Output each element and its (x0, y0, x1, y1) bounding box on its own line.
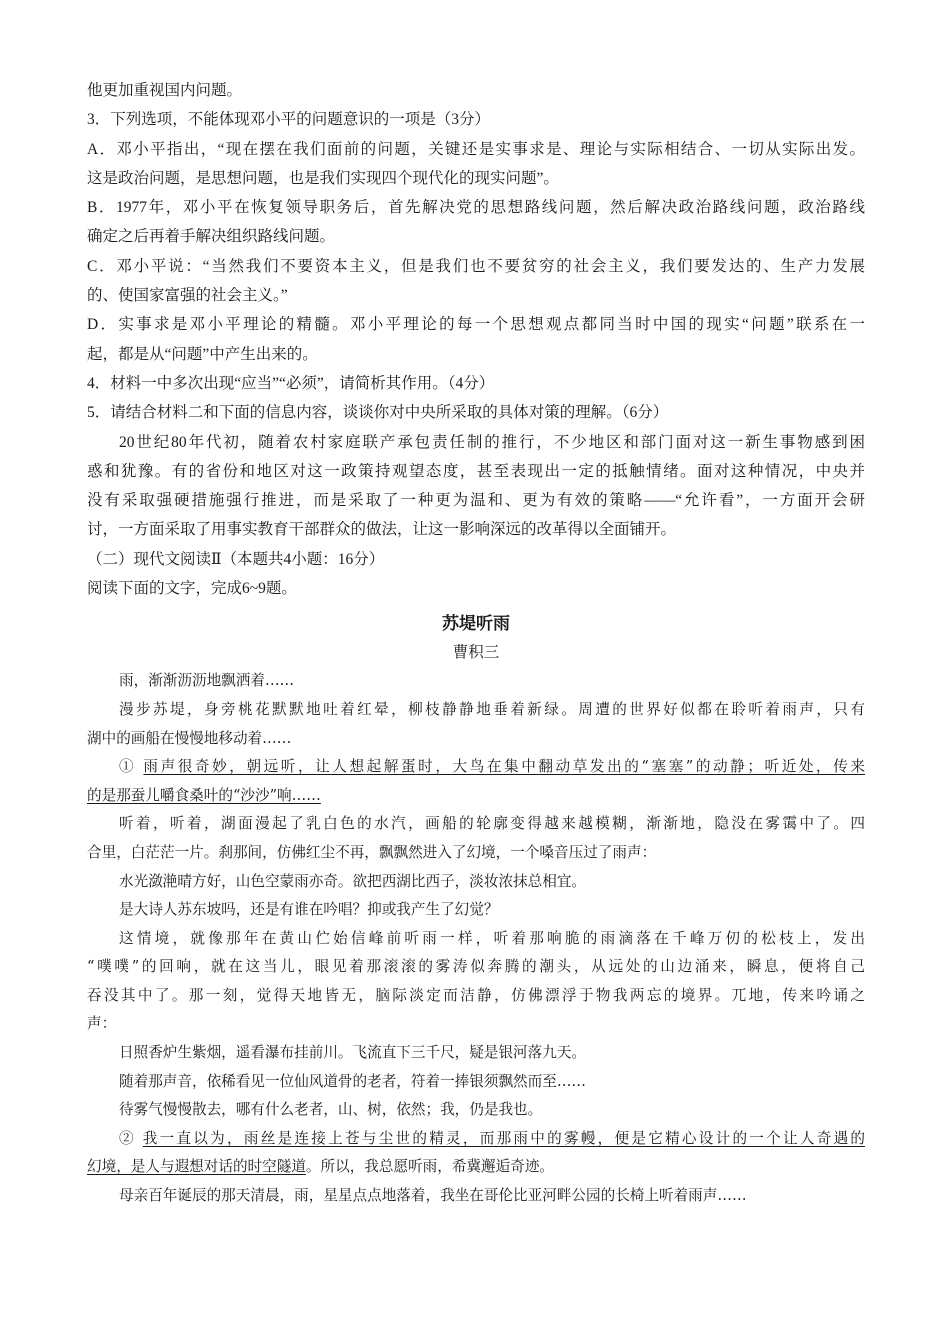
question-3-stem: 3．下列选项，不能体现邓小平的问题意识的一项是（3分） (87, 111, 491, 129)
article-paragraph-3-line-2 (87, 782, 865, 811)
option-a-line-2: 这是政治问题，是思想问题，也是我们实现四个现代化的现实问题”。 (87, 169, 559, 187)
article-paragraph-10: 母亲百年诞辰的那天清晨，雨，星星点点地落着，我坐在哥伦比亚河畔公园的长椅上听着雨声…… (119, 1187, 747, 1205)
article-paragraph-5: 是大诗人苏东坡吗，还是有谁在吟唱？抑或我产生了幻觉？ (119, 901, 499, 919)
option-d-line-2: 起，都是从“问题”中产生出来的。 (87, 345, 318, 363)
article-paragraph-4-line-1: 听着，听着，湖面漫起了乳白色的水汽，画船的轮廓变得越来越模糊，渐渐地，隐没在雾霭中了。四 (119, 815, 865, 833)
exam-page (87, 76, 865, 1211)
option-c-line-2: 的、使国家富强的社会主义。” (87, 287, 288, 305)
article-author: 曹积三 (452, 644, 500, 662)
article-paragraph-9-tail: 。所以，我总愿听雨，希冀邂逅奇迹。 (305, 1158, 555, 1176)
q5-material-line-4: 讨，一方面采取了用事实教育干部群众的做法，让这一影响深远的改革得以全面铺开。 (87, 521, 677, 539)
article-paragraph-9-line-1 (87, 1125, 865, 1154)
section-2-instruction: 阅读下面的文字，完成6~9题。 (87, 580, 297, 598)
intro-line: 他更加重视国内问题。 (87, 82, 243, 99)
article-title: 苏堤听雨 (442, 614, 510, 634)
article-poem-1: 水光潋滟晴方好，山色空蒙雨亦奇。欲把西湖比西子，淡妆浓抹总相宜。 (119, 872, 587, 890)
article-paragraph-8: 待雾气慢慢散去，哪有什么老者，山、树，依然；我，仍是我也。 (119, 1101, 543, 1119)
question-4: 4．材料一中多次出现“应当”“必须”，请简析其作用。（4分） (87, 374, 495, 392)
article-paragraph-2-line-2: 湖中的画船在慢慢地移动着…… (87, 729, 292, 747)
option-b-line-1: B．1977年，邓小平在恢复领导职务后，首先解决党的思想路线问题，然后解决政治路线问题，政治路线 (87, 199, 865, 217)
circled-marker-2: ② (119, 1129, 136, 1147)
article-paragraph-6-line-4: 声： (87, 1015, 117, 1033)
question-5: 5．请结合材料二和下面的信息内容，谈谈你对中央所采取的具体对策的理解。（6分） (87, 404, 669, 422)
section-2-heading: （二）现代文阅读Ⅱ（本题共4小题：16分） (87, 550, 385, 568)
q5-material-line-2: 惑和犹豫。有的省份和地区对这一政策持观望态度，甚至表现出一定的抵触情绪。面对这种情况，中央并 (87, 462, 865, 480)
underlined-sentence-2a: 我一直以为，雨丝是连接上苍与尘世的精灵，而那雨中的雾幔，便是它精心设计的一个让人奇遇的 (142, 1129, 865, 1147)
q5-material-line-1: 20世纪80年代初，随着农村家庭联产承包责任制的推行，不少地区和部门面对这一新生事物感到困 (119, 433, 865, 451)
article-paragraph-1: 雨，渐渐沥沥地飘洒着…… (119, 672, 295, 690)
option-b-line-2: 确定之后再着手解决组织路线问题。 (87, 228, 336, 246)
article-paragraph-6-line-2: “噗噗”的回响，就在这当儿，眼见着那滚滚的雾涛似奔腾的潮头，从远处的山边涌来，瞬息，便将自己 (87, 958, 865, 976)
option-c-line-1: C．邓小平说：“当然我们不要资本主义，但是我们也不要贫穷的社会主义，我们要发达的、生产力发展 (87, 257, 865, 275)
option-a-line-1: A．邓小平指出，“现在摆在我们面前的问题，关键还是实事求是、理论与实际相结合、一切从实际出发。 (87, 140, 865, 158)
article-paragraph-6-line-3: 吞没其中了。那一刻，觉得天地皆无，脑际淡定而洁静，仿佛漂浮于物我两忘的境界。兀地，传来吟诵之 (87, 986, 865, 1004)
article-paragraph-6-line-1: 这情境，就像那年在黄山伫始信峰前听雨一样，听着那响脆的雨滴落在千峰万仞的松枝上，发出 (119, 929, 865, 947)
underlined-sentence-1a: 雨声很奇妙，朝远听，让人想起解蛋时，大鸟在集中翻动草发出的“塞塞”的动静；听近处，传来 (143, 758, 865, 776)
q5-material-line-3: 没有采取强硬措施强行推进，而是采取了一种更为温和、更为有效的策略——“允许看”，一方面开会研 (87, 492, 865, 510)
article-paragraph-7: 随着那声音，依稀看见一位仙风道骨的老者，符着一捧银须飘然而至…… (119, 1072, 587, 1090)
article-poem-2: 日照香炉生紫烟，遥看瀑布挂前川。飞流直下三千尺，疑是银河落九天。 (119, 1044, 587, 1062)
circled-marker-1: ① (119, 758, 137, 776)
article-paragraph-9-line-2 (87, 1153, 865, 1182)
underlined-sentence-2b: 幻境，是人与遐想对话的时空隧道 (87, 1158, 306, 1176)
article-paragraph-4-line-2: 合里，白茫茫一片。刹那间，仿佛红尘不再，飘飘然进入了幻境，一个嗓音压过了雨声： (87, 843, 657, 861)
option-d-line-1: D．实事求是邓小平理论的精髓。邓小平理论的每一个思想观点都同当时中国的现实“问题”联系在一 (87, 316, 865, 334)
article-paragraph-2-line-1: 漫步苏堤，身旁桃花默默地吐着红晕，柳枝静静地垂着新绿。周遭的世界好似都在聆听着雨声，只有 (119, 700, 865, 718)
underlined-sentence-1b: 的是那蚕儿嚼食桑叶的“沙沙”响…… (87, 786, 321, 804)
article-paragraph-3-line-1 (87, 753, 865, 782)
